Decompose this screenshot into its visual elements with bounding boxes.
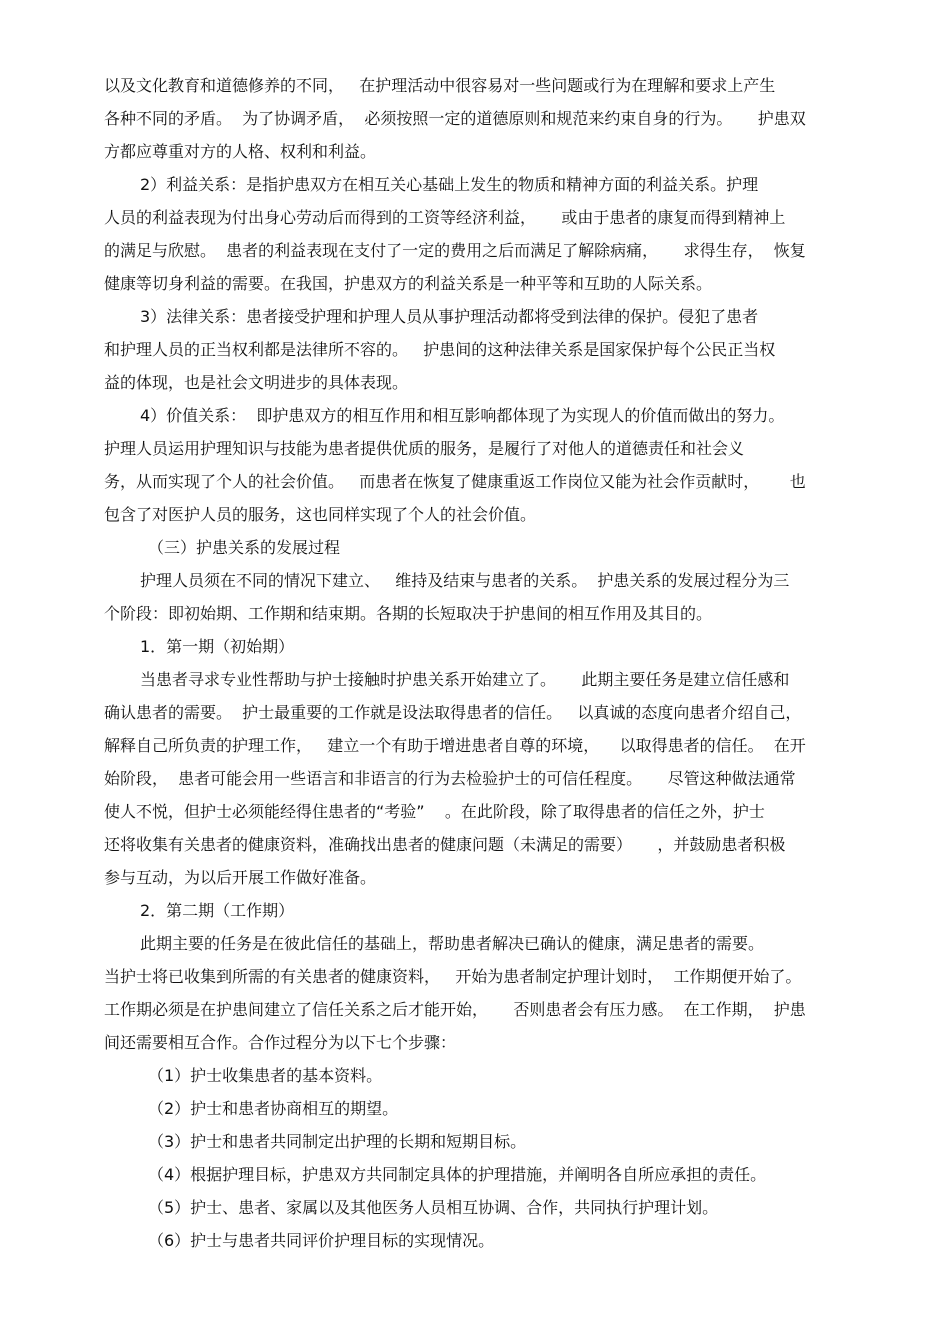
- paragraph-line: 各种不同的矛盾。 为了协调矛盾， 必须按照一定的道德原则和规范来约束自身的行为。 护患双: [104, 109, 806, 128]
- section-heading: （三）护患关系的发展过程: [148, 538, 341, 557]
- paragraph-line: 以及文化教育和道德修养的不同， 在护理活动中很容易对一些问题或行为在理解和要求上产生: [104, 76, 776, 95]
- list-item: （5）护士、患者、家属以及其他医务人员相互协调、合作，共同执行护理计划。: [148, 1198, 719, 1217]
- paragraph-line: 的满足与欣慰。 患者的利益表现在支付了一定的费用之后而满足了解除病痛， 求得生存， 恢复: [104, 241, 806, 260]
- paragraph-line: 务，从而实现了个人的社会价值。 而患者在恢复了健康重返工作岗位又能为社会作贡献时， 也: [104, 472, 806, 491]
- paragraph-line: 工作期必须是在护患间建立了信任关系之后才能开始， 否则患者会有压力感。 在工作期， 护患: [104, 1000, 806, 1019]
- list-item: （2）护士和患者协商相互的期望。: [148, 1099, 399, 1118]
- paragraph-line: 个阶段：即初始期、工作期和结束期。各期的长短取决于护患间的相互作用及其目的。: [104, 604, 713, 623]
- paragraph-line: 护理人员须在不同的情况下建立、 维持及结束与患者的关系。 护患关系的发展过程分为三: [140, 571, 790, 590]
- paragraph-line: 始阶段， 患者可能会用一些语言和非语言的行为去检验护士的可信任程度。 尽管这种做法通常: [104, 769, 796, 788]
- paragraph-line: 使人不悦，但护士必须能经得住患者的“考验” 。在此阶段，除了取得患者的信任之外，护士: [104, 802, 765, 821]
- paragraph-line: 4）价值关系： 即护患双方的相互作用和相互影响都体现了为实现人的价值而做出的努力。: [140, 406, 785, 425]
- paragraph-line: 护理人员运用护理知识与技能为患者提供优质的服务，是履行了对他人的道德责任和社会义: [104, 439, 745, 458]
- paragraph-line: 当患者寻求专业性帮助与护士接触时护患关系开始建立了。 此期主要任务是建立信任感和: [140, 670, 790, 689]
- list-item: （4）根据护理目标，护患双方共同制定具体的护理措施，并阐明各自所应承担的责任。: [148, 1165, 767, 1184]
- paragraph-line: 健康等切身利益的需要。在我国，护患双方的利益关系是一种平等和互助的人际关系。: [104, 274, 713, 293]
- paragraph-line: 间还需要相互合作。合作过程分为以下七个步骤：: [104, 1033, 457, 1052]
- paragraph-line: 参与互动，为以后开展工作做好准备。: [104, 868, 377, 887]
- paragraph-line: 2）利益关系：是指护患双方在相互关心基础上发生的物质和精神方面的利益关系。护理: [140, 175, 759, 194]
- list-item: （3）护士和患者共同制定出护理的长期和短期目标。: [148, 1132, 527, 1151]
- subsection-heading: 2．第二期（工作期）: [140, 901, 295, 920]
- paragraph-line: 此期主要的任务是在彼此信任的基础上，帮助患者解决已确认的健康，满足患者的需要。: [140, 934, 765, 953]
- paragraph-line: 3）法律关系：患者接受护理和护理人员从事护理活动都将受到法律的保护。侵犯了患者: [140, 307, 759, 326]
- paragraph-line: 确认患者的需要。 护士最重要的工作就是设法取得患者的信任。 以真诚的态度向患者介绍自己，: [104, 703, 802, 722]
- list-item: （6）护士与患者共同评价护理目标的实现情况。: [148, 1231, 495, 1250]
- subsection-heading: 1．第一期（初始期）: [140, 637, 295, 656]
- paragraph-line: 和护理人员的正当权利都是法律所不容的。 护患间的这种法律关系是国家保护每个公民正当权: [104, 340, 776, 359]
- paragraph-line: 还将收集有关患者的健康资料，准确找出患者的健康问题（未满足的需要） ，并鼓励患者积极: [104, 835, 786, 854]
- paragraph-line: 包含了对医护人员的服务，这也同样实现了个人的社会价值。: [104, 505, 537, 524]
- list-item: （1）护士收集患者的基本资料。: [148, 1066, 383, 1085]
- paragraph-line: 方都应尊重对方的人格、权利和利益。: [104, 142, 377, 161]
- paragraph-line: 益的体现，也是社会文明进步的具体表现。: [104, 373, 409, 392]
- paragraph-line: 当护士将已收集到所需的有关患者的健康资料， 开始为患者制定护理计划时， 工作期便开始了。: [104, 967, 802, 986]
- paragraph-line: 人员的利益表现为付出身心劳动后而得到的工资等经济利益， 或由于患者的康复而得到精神上: [104, 208, 786, 227]
- paragraph-line: 解释自己所负责的护理工作， 建立一个有助于增进患者自尊的环境， 以取得患者的信任。 在开: [104, 736, 806, 755]
